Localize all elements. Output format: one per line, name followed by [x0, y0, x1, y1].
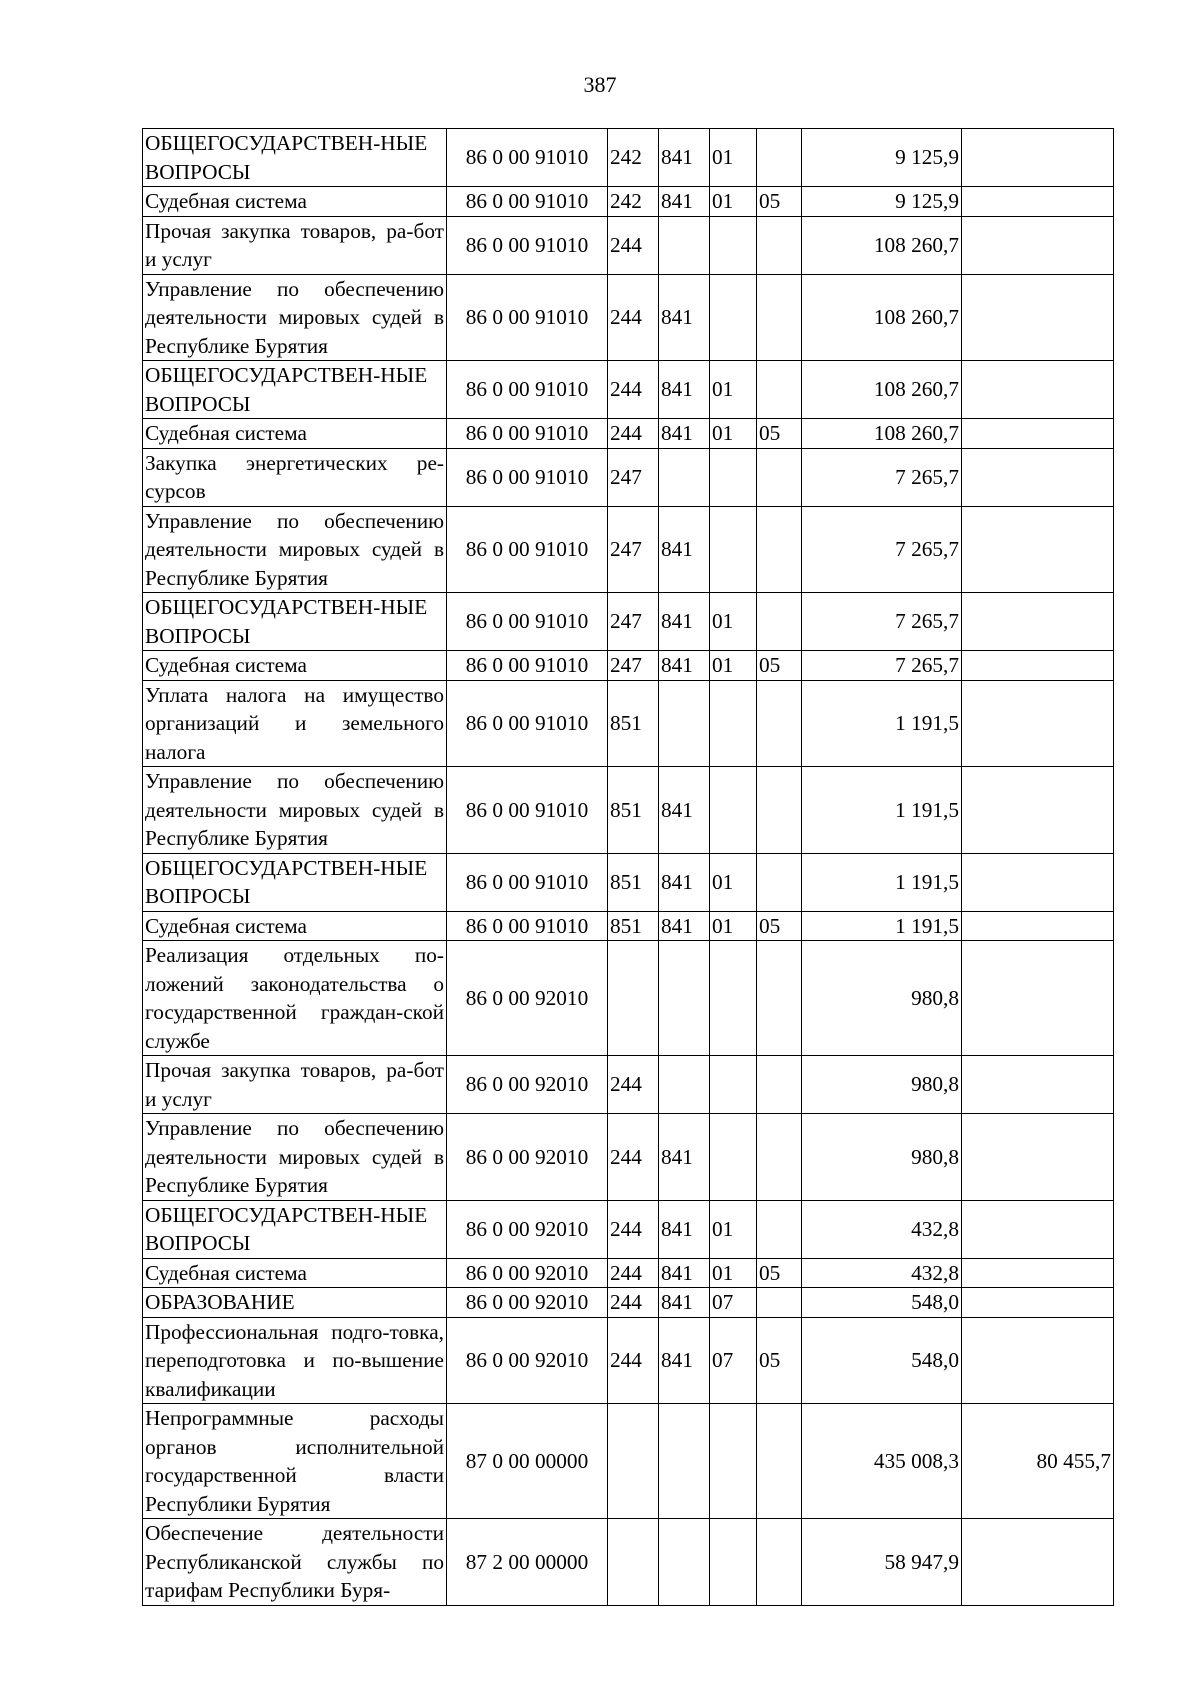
expense-type-cell: 247 [608, 448, 659, 506]
amount-cell: 980,8 [802, 1114, 962, 1201]
table-row [143, 419, 1114, 449]
amount-secondary-cell [962, 216, 1114, 274]
table-body [143, 129, 1114, 1606]
target-code-cell: 86 0 00 92010 [447, 1288, 608, 1318]
amount-secondary-cell [962, 1200, 1114, 1258]
table-row [143, 680, 1114, 767]
amount-secondary-cell [962, 911, 1114, 941]
subsection-code-cell [757, 1200, 802, 1258]
target-code-cell: 86 0 00 91010 [447, 680, 608, 767]
subsection-code-cell: 05 [757, 911, 802, 941]
amount-secondary-cell [962, 1258, 1114, 1288]
subsection-code-cell [757, 1519, 802, 1606]
expense-type-cell: 244 [608, 419, 659, 449]
expense-type-cell: 244 [608, 361, 659, 419]
subsection-code-cell [757, 1288, 802, 1318]
subsection-code-cell [757, 767, 802, 854]
row-name-cell: Прочая закупка товаров, ра-бот и услуг [143, 1056, 447, 1114]
department-code-cell [659, 1519, 710, 1606]
department-code-cell [659, 216, 710, 274]
expense-type-cell: 247 [608, 506, 659, 593]
section-code-cell [710, 941, 757, 1056]
amount-secondary-cell [962, 274, 1114, 361]
subsection-code-cell [757, 506, 802, 593]
section-code-cell: 07 [710, 1288, 757, 1318]
amount-cell: 7 265,7 [802, 651, 962, 681]
target-code-cell: 86 0 00 92010 [447, 1056, 608, 1114]
amount-secondary-cell [962, 1114, 1114, 1201]
expense-type-cell: 242 [608, 129, 659, 187]
expense-type-cell: 244 [608, 1288, 659, 1318]
expense-type-cell: 244 [608, 1317, 659, 1404]
amount-secondary-cell [962, 419, 1114, 449]
section-code-cell [710, 216, 757, 274]
department-code-cell: 841 [659, 651, 710, 681]
amount-secondary-cell: 80 455,7 [962, 1404, 1114, 1519]
target-code-cell: 86 0 00 92010 [447, 1258, 608, 1288]
table-row [143, 911, 1114, 941]
amount-cell: 432,8 [802, 1258, 962, 1288]
row-name-cell: Обеспечение деятельности Республиканской службы по тарифам Республики Буря- [143, 1519, 447, 1606]
amount-cell: 58 947,9 [802, 1519, 962, 1606]
table-row [143, 941, 1114, 1056]
target-code-cell: 86 0 00 91010 [447, 274, 608, 361]
expense-type-cell: 851 [608, 853, 659, 911]
target-code-cell: 86 0 00 91010 [447, 129, 608, 187]
amount-secondary-cell [962, 651, 1114, 681]
row-name-cell: ОБЩЕГОСУДАРСТВЕН-НЫЕ ВОПРОСЫ [143, 129, 447, 187]
department-code-cell: 841 [659, 129, 710, 187]
amount-cell: 108 260,7 [802, 419, 962, 449]
row-name-cell: ОБЩЕГОСУДАРСТВЕН-НЫЕ ВОПРОСЫ [143, 1200, 447, 1258]
expense-type-cell: 244 [608, 1056, 659, 1114]
expense-type-cell: 244 [608, 274, 659, 361]
table-row [143, 129, 1114, 187]
row-name-cell: Судебная система [143, 419, 447, 449]
table-row [143, 506, 1114, 593]
table-row [143, 853, 1114, 911]
subsection-code-cell [757, 1056, 802, 1114]
page-number: 387 [583, 72, 617, 97]
amount-cell: 1 191,5 [802, 911, 962, 941]
table-row [143, 448, 1114, 506]
subsection-code-cell [757, 1114, 802, 1201]
target-code-cell: 86 0 00 91010 [447, 187, 608, 217]
department-code-cell [659, 680, 710, 767]
target-code-cell: 86 0 00 91010 [447, 593, 608, 651]
subsection-code-cell [757, 216, 802, 274]
expense-type-cell: 247 [608, 651, 659, 681]
section-code-cell: 01 [710, 419, 757, 449]
table-row [143, 1200, 1114, 1258]
department-code-cell: 841 [659, 911, 710, 941]
subsection-code-cell: 05 [757, 1258, 802, 1288]
section-code-cell: 01 [710, 361, 757, 419]
row-name-cell: Непрограммные расходы органов исполнительной государственной власти Республики Бурятия [143, 1404, 447, 1519]
row-name-cell: Управление по обеспечению деятельности мировых судей в Республике Бурятия [143, 506, 447, 593]
amount-secondary-cell [962, 767, 1114, 854]
expense-type-cell: 244 [608, 216, 659, 274]
target-code-cell: 86 0 00 92010 [447, 1317, 608, 1404]
department-code-cell: 841 [659, 1288, 710, 1318]
section-code-cell: 07 [710, 1317, 757, 1404]
amount-cell: 108 260,7 [802, 216, 962, 274]
subsection-code-cell [757, 448, 802, 506]
department-code-cell [659, 448, 710, 506]
department-code-cell: 841 [659, 361, 710, 419]
subsection-code-cell [757, 593, 802, 651]
target-code-cell: 87 2 00 00000 [447, 1519, 608, 1606]
section-code-cell: 01 [710, 853, 757, 911]
row-name-cell: ОБЩЕГОСУДАРСТВЕН-НЫЕ ВОПРОСЫ [143, 361, 447, 419]
row-name-cell: Управление по обеспечению деятельности мировых судей в Республике Бурятия [143, 1114, 447, 1201]
expense-type-cell: 244 [608, 1200, 659, 1258]
subsection-code-cell: 05 [757, 419, 802, 449]
table-row [143, 1114, 1114, 1201]
amount-cell: 1 191,5 [802, 680, 962, 767]
target-code-cell: 86 0 00 91010 [447, 506, 608, 593]
section-code-cell: 01 [710, 911, 757, 941]
department-code-cell: 841 [659, 274, 710, 361]
amount-secondary-cell [962, 361, 1114, 419]
expense-type-cell: 244 [608, 1114, 659, 1201]
section-code-cell: 01 [710, 1258, 757, 1288]
row-name-cell: Прочая закупка товаров, ра-бот и услуг [143, 216, 447, 274]
target-code-cell: 87 0 00 00000 [447, 1404, 608, 1519]
department-code-cell [659, 1404, 710, 1519]
amount-secondary-cell [962, 680, 1114, 767]
amount-cell: 548,0 [802, 1317, 962, 1404]
section-code-cell [710, 448, 757, 506]
section-code-cell [710, 274, 757, 361]
row-name-cell: ОБЩЕГОСУДАРСТВЕН-НЫЕ ВОПРОСЫ [143, 593, 447, 651]
target-code-cell: 86 0 00 91010 [447, 853, 608, 911]
row-name-cell: Профессиональная подго-товка, переподготовка и по-вышение квалификации [143, 1317, 447, 1404]
amount-cell: 548,0 [802, 1288, 962, 1318]
table-row [143, 361, 1114, 419]
target-code-cell: 86 0 00 92010 [447, 1114, 608, 1201]
amount-cell: 9 125,9 [802, 129, 962, 187]
amount-secondary-cell [962, 593, 1114, 651]
row-name-cell: ОБЩЕГОСУДАРСТВЕН-НЫЕ ВОПРОСЫ [143, 853, 447, 911]
target-code-cell: 86 0 00 91010 [447, 448, 608, 506]
section-code-cell [710, 1404, 757, 1519]
subsection-code-cell [757, 941, 802, 1056]
row-name-cell: Закупка энергетических ре-сурсов [143, 448, 447, 506]
table-row [143, 274, 1114, 361]
row-name-cell: ОБРАЗОВАНИЕ [143, 1288, 447, 1318]
amount-cell: 432,8 [802, 1200, 962, 1258]
subsection-code-cell [757, 361, 802, 419]
amount-secondary-cell [962, 129, 1114, 187]
subsection-code-cell [757, 1404, 802, 1519]
table-row [143, 1404, 1114, 1519]
row-name-cell: Судебная система [143, 651, 447, 681]
amount-secondary-cell [962, 941, 1114, 1056]
target-code-cell: 86 0 00 91010 [447, 216, 608, 274]
subsection-code-cell [757, 680, 802, 767]
department-code-cell: 841 [659, 767, 710, 854]
table-row [143, 1288, 1114, 1318]
department-code-cell: 841 [659, 1317, 710, 1404]
section-code-cell: 01 [710, 651, 757, 681]
section-code-cell [710, 680, 757, 767]
table-row [143, 1519, 1114, 1606]
target-code-cell: 86 0 00 91010 [447, 911, 608, 941]
table-row [143, 593, 1114, 651]
amount-cell: 7 265,7 [802, 506, 962, 593]
row-name-cell: Реализация отдельных по-ложений законодательства о государственной граждан-ской службе [143, 941, 447, 1056]
row-name-cell: Судебная система [143, 911, 447, 941]
expense-type-cell: 242 [608, 187, 659, 217]
subsection-code-cell: 05 [757, 651, 802, 681]
table-row [143, 1056, 1114, 1114]
department-code-cell: 841 [659, 1114, 710, 1201]
amount-cell: 108 260,7 [802, 274, 962, 361]
section-code-cell [710, 1114, 757, 1201]
row-name-cell: Судебная система [143, 187, 447, 217]
section-code-cell [710, 767, 757, 854]
subsection-code-cell [757, 853, 802, 911]
table-row [143, 187, 1114, 217]
section-code-cell: 01 [710, 1200, 757, 1258]
row-name-cell: Судебная система [143, 1258, 447, 1288]
row-name-cell: Управление по обеспечению деятельности мировых судей в Республике Бурятия [143, 767, 447, 854]
amount-secondary-cell [962, 187, 1114, 217]
expense-type-cell [608, 1519, 659, 1606]
amount-secondary-cell [962, 1288, 1114, 1318]
target-code-cell: 86 0 00 91010 [447, 651, 608, 681]
expense-type-cell: 244 [608, 1258, 659, 1288]
subsection-code-cell [757, 274, 802, 361]
budget-table [142, 128, 1114, 1606]
section-code-cell [710, 1519, 757, 1606]
expense-type-cell: 851 [608, 911, 659, 941]
expense-type-cell: 851 [608, 680, 659, 767]
department-code-cell [659, 941, 710, 1056]
amount-secondary-cell [962, 1317, 1114, 1404]
amount-cell: 1 191,5 [802, 767, 962, 854]
amount-secondary-cell [962, 506, 1114, 593]
department-code-cell: 841 [659, 853, 710, 911]
section-code-cell: 01 [710, 593, 757, 651]
subsection-code-cell: 05 [757, 1317, 802, 1404]
target-code-cell: 86 0 00 92010 [447, 1200, 608, 1258]
department-code-cell: 841 [659, 1200, 710, 1258]
amount-cell: 980,8 [802, 1056, 962, 1114]
section-code-cell: 01 [710, 129, 757, 187]
department-code-cell: 841 [659, 1258, 710, 1288]
table-row [143, 651, 1114, 681]
section-code-cell: 01 [710, 187, 757, 217]
row-name-cell: Управление по обеспечению деятельности мировых судей в Республике Бурятия [143, 274, 447, 361]
amount-secondary-cell [962, 1519, 1114, 1606]
table-row [143, 216, 1114, 274]
section-code-cell [710, 506, 757, 593]
expense-type-cell [608, 1404, 659, 1519]
department-code-cell [659, 1056, 710, 1114]
amount-cell: 7 265,7 [802, 593, 962, 651]
expense-type-cell: 851 [608, 767, 659, 854]
row-name-cell: Уплата налога на имущество организаций и земельного налога [143, 680, 447, 767]
amount-cell: 7 265,7 [802, 448, 962, 506]
amount-cell: 435 008,3 [802, 1404, 962, 1519]
target-code-cell: 86 0 00 91010 [447, 419, 608, 449]
amount-secondary-cell [962, 448, 1114, 506]
amount-cell: 108 260,7 [802, 361, 962, 419]
amount-cell: 980,8 [802, 941, 962, 1056]
amount-secondary-cell [962, 1056, 1114, 1114]
target-code-cell: 86 0 00 92010 [447, 941, 608, 1056]
table-row [143, 1317, 1114, 1404]
amount-cell: 1 191,5 [802, 853, 962, 911]
target-code-cell: 86 0 00 91010 [447, 767, 608, 854]
section-code-cell [710, 1056, 757, 1114]
table-row [143, 1258, 1114, 1288]
amount-cell: 9 125,9 [802, 187, 962, 217]
expense-type-cell: 247 [608, 593, 659, 651]
subsection-code-cell: 05 [757, 187, 802, 217]
department-code-cell: 841 [659, 187, 710, 217]
department-code-cell: 841 [659, 506, 710, 593]
department-code-cell: 841 [659, 593, 710, 651]
amount-secondary-cell [962, 853, 1114, 911]
department-code-cell: 841 [659, 419, 710, 449]
subsection-code-cell [757, 129, 802, 187]
expense-type-cell [608, 941, 659, 1056]
table-row [143, 767, 1114, 854]
target-code-cell: 86 0 00 91010 [447, 361, 608, 419]
